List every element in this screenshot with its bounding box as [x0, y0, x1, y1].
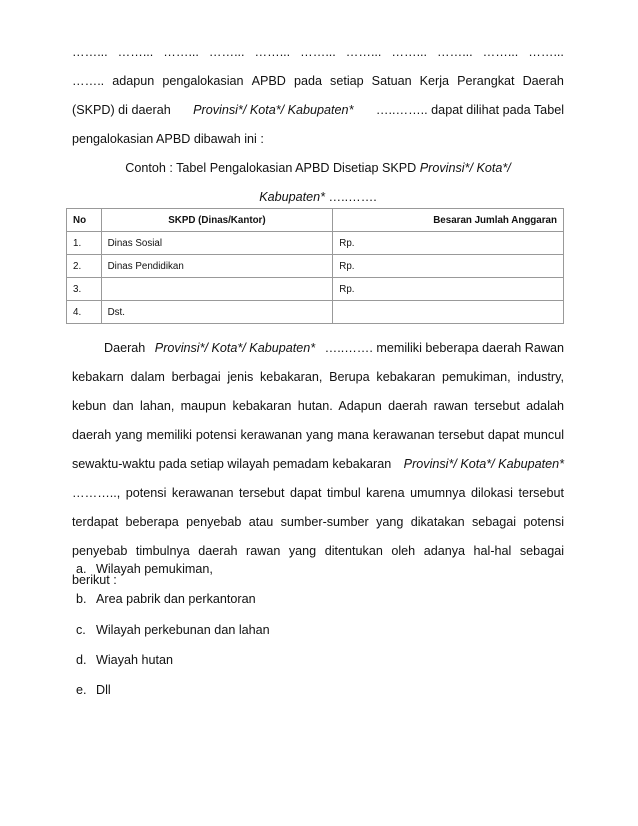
- cell-amount: Rp.: [333, 278, 564, 301]
- caption-suffix: …..…….: [328, 190, 377, 204]
- word: APBD: [251, 74, 286, 88]
- word: Perangkat: [457, 74, 515, 88]
- dots: ……...: [482, 45, 519, 59]
- dots: ……...: [300, 45, 336, 59]
- dots-line: [72, 38, 564, 67]
- cell-skpd: Dinas Sosial: [101, 232, 333, 255]
- dots: ……...: [208, 45, 245, 59]
- list-marker: a.: [76, 562, 87, 576]
- caption-region: Provinsi*/ Kota*/: [419, 161, 511, 175]
- text-line: daerah yang memiliki potensi kerawanan yang mana kerawanan tersebut dapat muncul: [72, 428, 564, 442]
- text-line: terdapat beberapa penyebab atau sumber-sumber yang dikatakan sebagai potensi: [72, 515, 564, 529]
- dots: ……...: [528, 45, 564, 59]
- region-placeholder: Provinsi*/ Kota*/ Kabupaten*: [403, 457, 564, 471]
- text-line: [72, 450, 564, 479]
- header-amount: Besaran Jumlah Anggaran: [333, 209, 564, 232]
- table-row: [67, 255, 564, 278]
- text-line: kebakarn dalam berbagai jenis kebakaran, Berupa kebakaran pemukiman, industry,: [72, 370, 564, 384]
- cell-no: 4.: [67, 301, 102, 324]
- list-marker: b.: [76, 592, 87, 606]
- table-row: [67, 301, 564, 324]
- list-item-text: Wilayah perkebunan dan lahan: [96, 623, 270, 637]
- word: Satuan: [371, 74, 412, 88]
- text-line: [72, 96, 564, 125]
- word: pada: [293, 74, 322, 88]
- text-segment: …..……. memiliki beberapa daerah Rawan: [324, 341, 564, 355]
- intro-paragraph: [72, 38, 564, 154]
- caption-region: Kabupaten*: [259, 190, 326, 204]
- fire-risk-paragraph: [72, 334, 564, 595]
- list-marker: e.: [76, 683, 87, 697]
- cell-amount: [333, 301, 564, 324]
- list-item: [76, 592, 256, 606]
- cell-amount: Rp.: [333, 255, 564, 278]
- word: Kerja: [419, 74, 450, 88]
- header-no: No: [67, 209, 102, 232]
- dots: ……...: [72, 45, 108, 59]
- dots: ……...: [345, 45, 382, 59]
- dots: ……...: [391, 45, 428, 59]
- cell-no: 1.: [67, 232, 102, 255]
- table-row: [67, 278, 564, 301]
- list-marker: d.: [76, 653, 87, 667]
- list-item: [76, 562, 213, 576]
- list-item: [76, 683, 111, 697]
- cell-skpd: Dinas Pendidikan: [101, 255, 333, 278]
- text-line: [72, 334, 564, 363]
- word: ……..: [72, 74, 105, 88]
- word: pengalokasian: [162, 74, 244, 88]
- cell-amount: Rp.: [333, 232, 564, 255]
- list-item-text: Area pabrik dan perkantoran: [96, 592, 256, 606]
- text-line: kebun dan lahan, maupun kebakaran hutan. Adapun daerah rawan tersebut adalah: [72, 399, 564, 413]
- region-placeholder: Provinsi*/ Kota*/ Kabupaten*: [193, 103, 354, 117]
- region-placeholder: Provinsi*/ Kota*/ Kabupaten*: [154, 341, 316, 355]
- list-item-text: Dll: [96, 683, 111, 697]
- dots: ……...: [163, 45, 199, 59]
- dots: ……...: [254, 45, 291, 59]
- text-line: [72, 125, 564, 154]
- text-line: [72, 67, 564, 96]
- caption-line: [72, 154, 564, 183]
- list-item: [76, 623, 270, 637]
- text-line: penyebab timbulnya daerah rawan yang ditentukan oleh adanya hal-hal sebagai: [72, 544, 564, 558]
- table-row: [67, 232, 564, 255]
- cell-no: 2.: [67, 255, 102, 278]
- word: Daerah: [522, 74, 564, 88]
- header-skpd: SKPD (Dinas/Kantor): [101, 209, 333, 232]
- cell-skpd: [101, 278, 333, 301]
- text-segment: …..…….. dapat dilihat pada Tabel: [375, 103, 564, 117]
- list-item-text: Wiayah hutan: [96, 653, 174, 667]
- cell-no: 3.: [67, 278, 102, 301]
- text-segment: (SKPD) di daerah: [72, 103, 171, 117]
- text-segment: sewaktu-waktu pada setiap wilayah pemadam kebakaran: [72, 457, 392, 471]
- text-line: ……….., potensi kerawanan tersebut dapat timbul karena umumnya dilokasi tersebut: [72, 486, 564, 500]
- list-item-text: Wilayah pemukiman,: [96, 562, 213, 576]
- text-line: berikut :: [72, 573, 117, 587]
- word: adapun: [112, 74, 155, 88]
- list-marker: c.: [76, 623, 86, 637]
- apbd-allocation-table: [66, 208, 564, 324]
- text-segment: Daerah: [104, 341, 146, 355]
- list-item: [76, 653, 173, 667]
- dots: ……...: [117, 45, 154, 59]
- word: setiap: [330, 74, 364, 88]
- dots: ……...: [437, 45, 473, 59]
- cell-skpd: Dst.: [101, 301, 333, 324]
- table-caption: [72, 154, 564, 212]
- caption-prefix: Contoh : Tabel Pengalokasian APBD Disetiap SKPD: [125, 161, 417, 175]
- table-header-row: [67, 209, 564, 232]
- text-segment: pengalokasian APBD dibawah ini :: [72, 132, 264, 146]
